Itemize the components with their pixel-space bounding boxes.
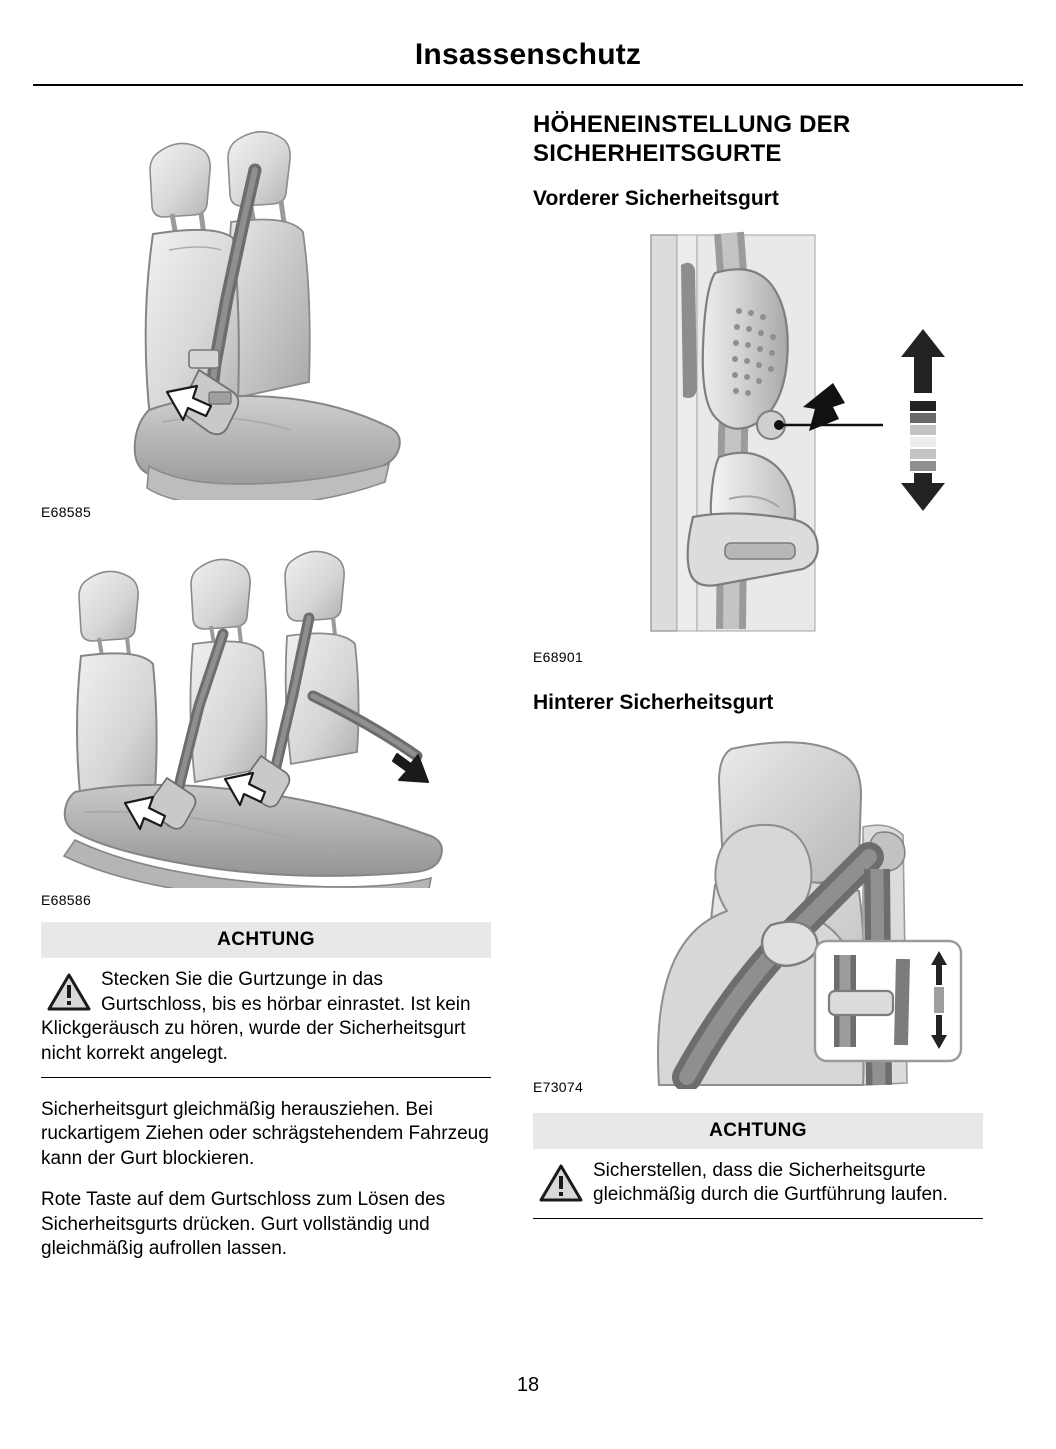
subheading-rear-belt: Hinterer Sicherheitsgurt — [533, 690, 774, 714]
figure-rear-belt-guide — [533, 729, 983, 1109]
warning-box-belt-guide — [533, 1113, 983, 1219]
figure-rear-bench — [41, 548, 491, 908]
figure-caption: E68901 — [533, 648, 584, 665]
figure-caption: E68586 — [41, 892, 92, 908]
warning-text: Sicherstellen, dass die Sicherheitsgurte gleichmäßig durch die Gurtführung laufen. — [593, 1159, 948, 1206]
warning-box-belt-latch — [41, 922, 491, 1078]
page-number: 18 — [516, 1374, 540, 1396]
warning-triangle-icon — [539, 1163, 583, 1203]
right-column — [533, 110, 983, 1219]
warning-triangle-icon — [47, 972, 91, 1012]
rear-bench-seatbelt-illustration — [41, 548, 491, 888]
figure-front-seats — [41, 110, 491, 520]
warning-text: Stecken Sie die Gurtzunge in das Gurtschloss, bis es hörbar einrastet. Ist kein Klickgeräusch zu hören, wurde der Sicherheitsgurt nicht korrekt angelegt. — [41, 969, 471, 1065]
b-pillar-height-adjuster-illustration — [533, 225, 983, 645]
subheading-front-belt: Vorderer Sicherheitsgurt — [533, 186, 779, 210]
rear-belt-guide-illustration — [533, 729, 983, 1089]
figure-caption: E68585 — [41, 504, 92, 520]
title-divider — [33, 84, 1023, 86]
left-column — [41, 110, 491, 1278]
warning-body — [533, 1149, 983, 1218]
warning-body — [41, 958, 491, 1077]
figure-b-pillar-adjuster — [533, 225, 983, 665]
paragraph-red-button: Rote Taste auf dem Gurtschloss zum Lösen des Sicherheitsgurts drücken. Gurt vollständig und gleichmäßig aufrollen lassen. — [41, 1188, 446, 1260]
warning-divider — [41, 1077, 491, 1078]
front-seats-seatbelt-illustration — [41, 110, 491, 500]
paragraph-pull-belt: Sicherheitsgurt gleichmäßig herausziehen. Bei ruckartigem Ziehen oder schrägstehendem Fahrzeug kann der Gurt blockieren. — [41, 1098, 489, 1170]
page-title: Insassenschutz — [414, 38, 642, 71]
figure-caption: E73074 — [533, 1078, 584, 1095]
warning-divider — [533, 1218, 983, 1219]
warning-heading: ACHTUNG — [533, 1113, 983, 1149]
warning-heading: ACHTUNG — [41, 922, 491, 958]
section-title: HÖHENEINSTELLUNG DER SICHERHEITSGURTE — [533, 111, 851, 168]
